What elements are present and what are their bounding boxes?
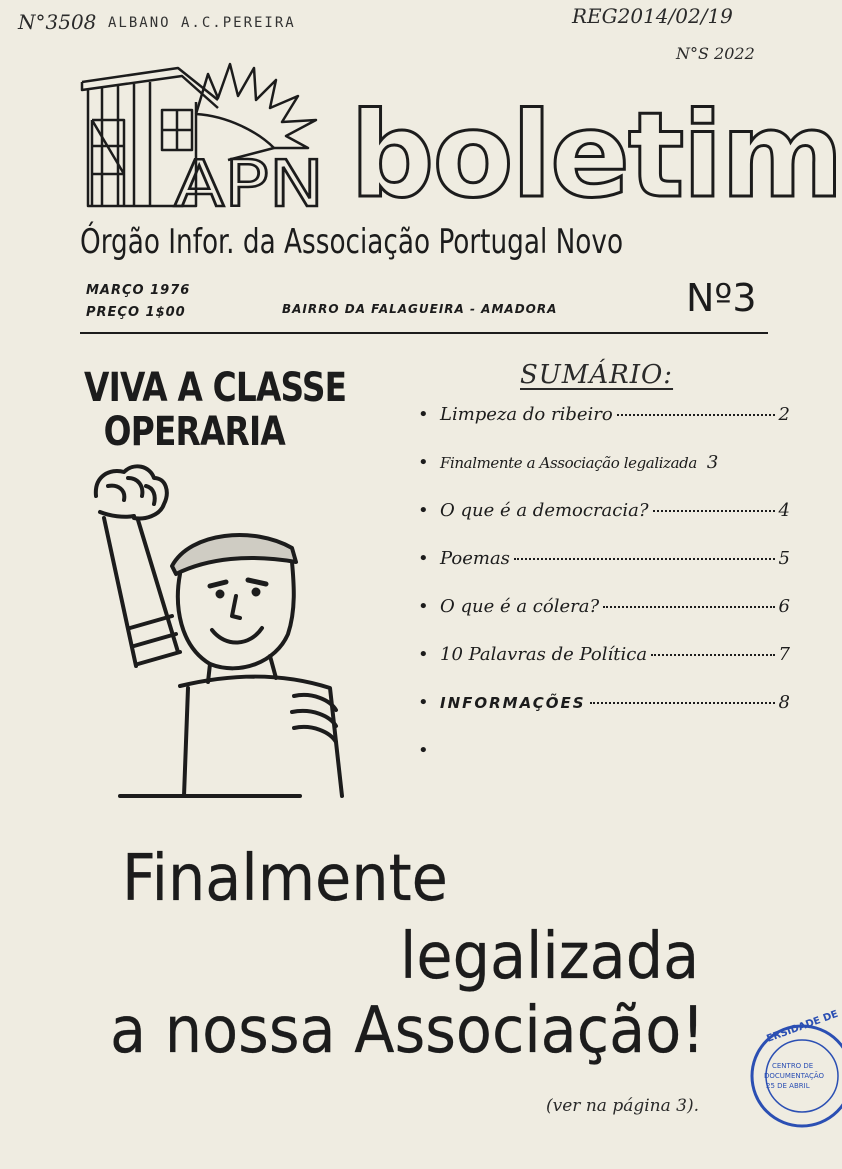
- logo-letters: APN: [174, 148, 324, 222]
- slogan-line-2: OPERARIA: [103, 409, 285, 455]
- stamp-line: CENTRO DE: [772, 1062, 814, 1070]
- stamp-line: 25 DE ABRIL: [766, 1082, 810, 1090]
- toc-item-page: 7: [778, 644, 790, 665]
- issue-date: MARÇO 1976: [86, 283, 191, 298]
- toc-item: • Finalmente a Associação legalizada 3: [418, 452, 719, 473]
- toc-item-empty: •: [418, 740, 429, 761]
- toc-item-title: O que é a cólera?: [440, 596, 600, 617]
- newsletter-title: boletim: [350, 86, 842, 224]
- summary-title: SUMÁRIO:: [520, 360, 674, 390]
- slogan: [84, 366, 346, 454]
- stamp-ring-text: ERSIDADE DE: [765, 1008, 840, 1045]
- toc-item-page: 6: [778, 596, 790, 617]
- toc-item-title: Finalmente a Associação legalizada: [440, 454, 697, 472]
- issue-number: Nº3: [686, 276, 757, 320]
- toc-item: • Limpeza do ribeiro 2: [418, 404, 790, 425]
- toc-item-title: 10 Palavras de Política: [440, 644, 648, 665]
- headline-line-1: Finalmente: [122, 842, 448, 916]
- archive-ns-number: N°S 2022: [676, 44, 755, 63]
- toc-item-page: 2: [778, 404, 790, 425]
- table-of-contents: [418, 404, 790, 788]
- see-page-note: (ver na página 3).: [546, 1096, 699, 1116]
- masthead-divider: [80, 332, 768, 334]
- toc-item: • O que é a cólera? 6: [418, 596, 790, 617]
- archive-stamp-icon: [748, 1008, 840, 1132]
- toc-item: • Poemas 5: [418, 548, 790, 569]
- toc-item-page: 3: [706, 452, 719, 473]
- toc-item-page: 5: [778, 548, 790, 569]
- toc-item-title: Limpeza do ribeiro: [440, 404, 613, 425]
- headline-line-2: legalizada: [400, 920, 700, 994]
- toc-item: • O que é a democracia? 4: [418, 500, 790, 521]
- worker-raised-fist-illustration-icon: [80, 456, 350, 806]
- archive-owner-name: ALBANO A.C.PEREIRA: [108, 15, 296, 31]
- toc-item: • 10 Palavras de Política 7: [418, 644, 790, 665]
- archive-registration: REG2014/02/19: [572, 4, 733, 28]
- apn-house-logo-icon: [78, 56, 348, 226]
- toc-item-page: 8: [778, 692, 790, 713]
- slogan-line-1: VIVA A CLASSE: [84, 365, 347, 411]
- newsletter-subtitle: Órgão Infor. da Associação Portugal Novo: [80, 222, 624, 262]
- toc-item: • INFORMAÇÕES 8: [418, 692, 790, 713]
- toc-item-title: Poemas: [440, 548, 510, 569]
- archive-number: N°3508: [18, 10, 97, 34]
- issue-date-block: [86, 280, 190, 324]
- stamp-line: DOCUMENTAÇÃO: [764, 1072, 825, 1080]
- issue-location: BAIRRO DA FALAGUEIRA - AMADORA: [282, 302, 558, 316]
- toc-item-title: O que é a democracia?: [440, 500, 649, 521]
- issue-price: PREÇO 1$00: [86, 305, 186, 320]
- headline-line-3: a nossa Associação!: [110, 994, 705, 1068]
- toc-item-page: 4: [778, 500, 790, 521]
- toc-item-title: INFORMAÇÕES: [440, 694, 586, 712]
